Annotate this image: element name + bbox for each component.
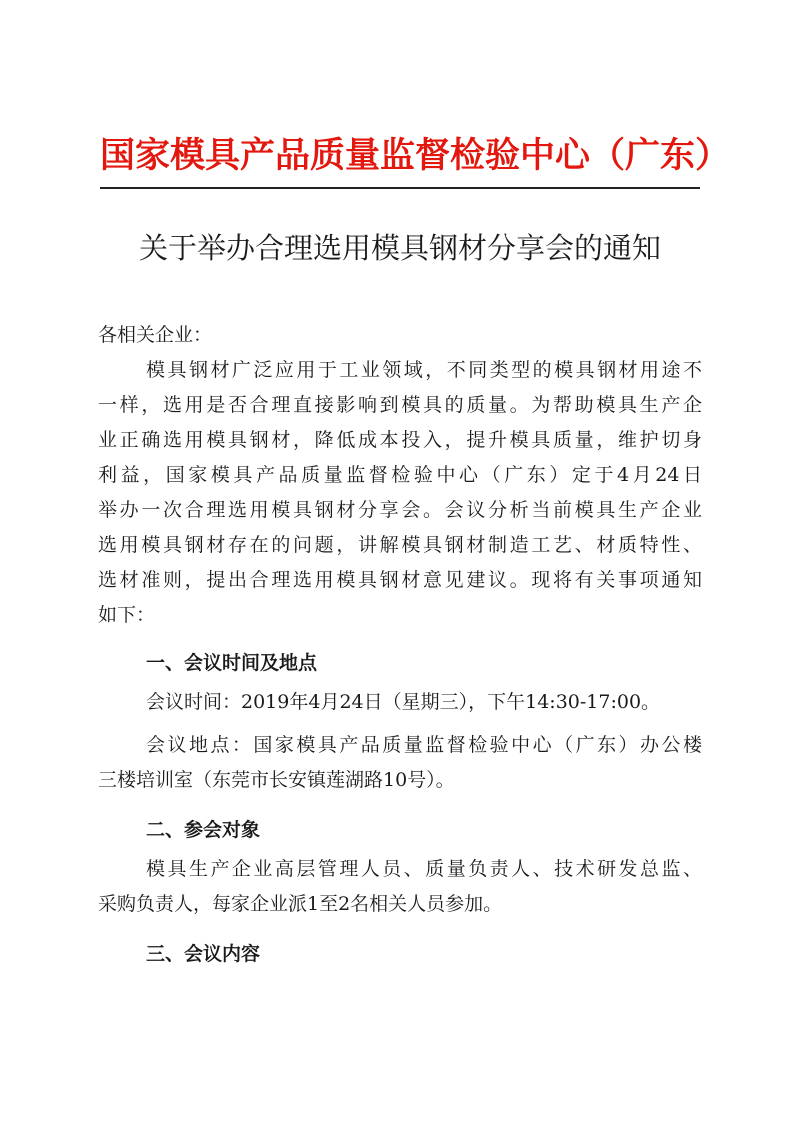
section-heading-time-place: 一、会议时间及地点	[146, 652, 318, 674]
meeting-place-line: 三楼培训室（东莞市长安镇莲湖路10号）。	[98, 769, 455, 791]
intro-line: 选材准则，提出合理选用模具钢材意见建议。现将有关事项通知	[98, 569, 702, 591]
attendees-paragraph	[98, 852, 702, 922]
attendees-line: 模具生产企业高层管理人员、质量负责人、技术研发总监、	[146, 858, 702, 880]
section-heading-attendees: 二、参会对象	[146, 819, 261, 841]
intro-line: 一样，选用是否合理直接影响到模具的质量。为帮助模具生产企	[98, 394, 702, 416]
meeting-place-paragraph	[98, 728, 702, 798]
intro-line: 利益，国家模具产品质量监督检验中心（广东）定于4月24日	[98, 464, 702, 486]
section-heading-content: 三、会议内容	[146, 943, 261, 965]
attendees-line: 采购负责人，每家企业派1至2名相关人员参加。	[98, 893, 503, 915]
intro-line: 业正确选用模具钢材，降低成本投入，提升模具质量，维护切身	[98, 429, 702, 451]
notice-body	[98, 318, 702, 976]
intro-line: 如下：	[98, 604, 156, 626]
intro-line: 选用模具钢材存在的问题，讲解模具钢材制造工艺、材质特性、	[98, 534, 702, 556]
meeting-time-line: 会议时间：2019年4月24日（星期三），下午14:30-17:00。	[146, 691, 661, 713]
notice-title: 关于举办合理选用模具钢材分享会的通知	[138, 231, 661, 265]
salutation: 各相关企业：	[98, 324, 213, 346]
intro-line: 模具钢材广泛应用于工业领域，不同类型的模具钢材用途不	[146, 359, 702, 381]
meeting-time-paragraph	[98, 685, 702, 720]
header-divider	[100, 187, 700, 189]
intro-paragraph	[98, 353, 702, 633]
org-header-title: 国家模具产品质量监督检验中心（广东）	[100, 136, 731, 176]
meeting-place-line: 会议地点：国家模具产品质量监督检验中心（广东）办公楼	[146, 734, 702, 756]
intro-line: 举办一次合理选用模具钢材分享会。会议分析当前模具生产企业	[98, 499, 702, 521]
